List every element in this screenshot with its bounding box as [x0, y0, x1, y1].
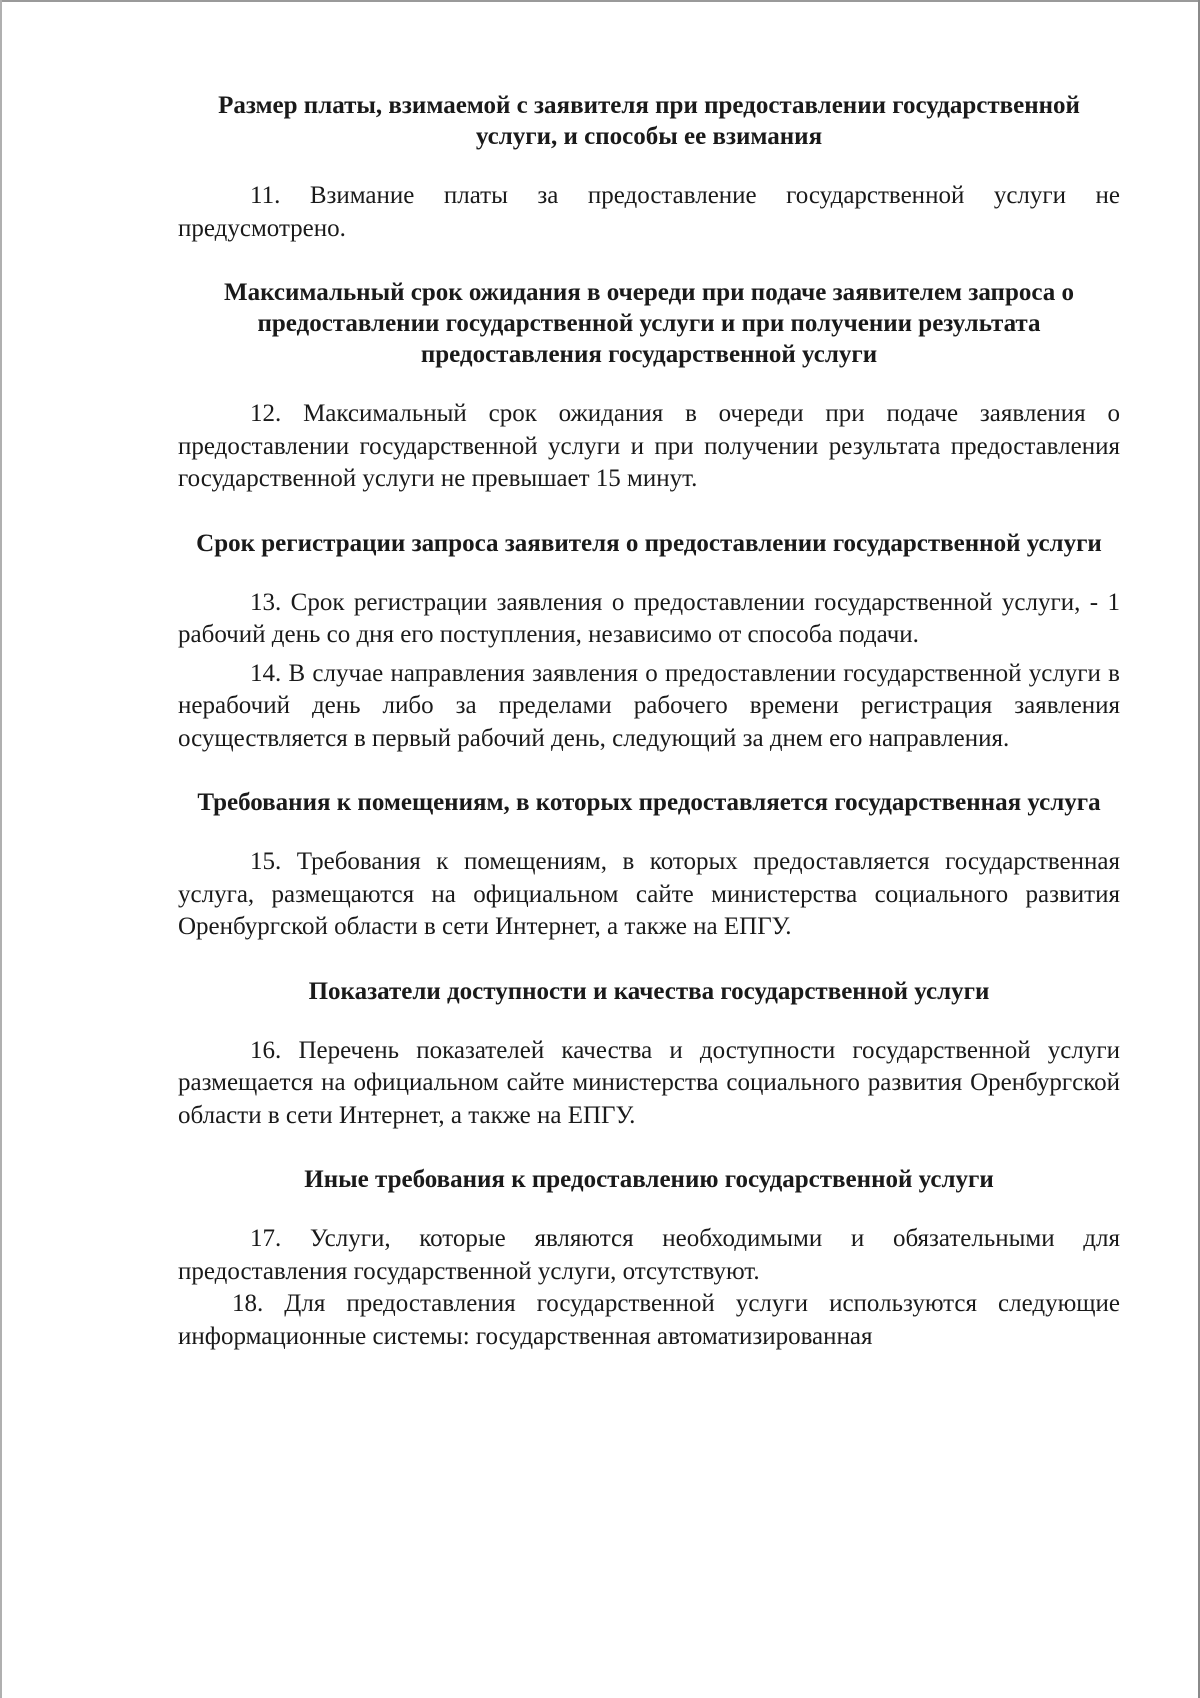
section-heading-other: Иные требования к предоставлению государственной услуги: [304, 1166, 994, 1193]
section-heading-queue-time: Максимальный срок ожидания в очереди при подаче заявителем запроса о предоставлении государственной услуги и при получении результата предоставления государственной услуги: [223, 279, 1074, 368]
paragraph-18: 18. Для предоставления государственной услуги используются следующие информационные системы: государственная автоматизированная: [178, 1290, 1120, 1350]
section-heading-quality: Показатели доступности и качества государственной услуги: [308, 977, 990, 1005]
section-heading-premises: Требования к помещениям, в которых предоставляется государственная услуга: [197, 789, 1101, 816]
page-edge-top: [0, 0, 1200, 2]
section-heading-fee: Размер платы, взимаемой с заявителя при предоставлении государственной услуги, и способы ее взимания: [218, 92, 1080, 150]
page-edge-left: [0, 0, 2, 1698]
paragraph-12: 12. Максимальный срок ожидания в очереди при подаче заявления о предоставлении государственной услуги и при получении результата предоставления государственной услуги не превышает 15 минут.: [178, 400, 1120, 492]
paragraph-13: 13. Срок регистрации заявления о предоставлении государственной услуги, - 1 рабочий день со дня его поступления, независимо от способа подачи.: [178, 588, 1120, 648]
paragraph-16: 16. Перечень показателей качества и доступности государственной услуги размещается на официальном сайте министерства социального развития Оренбургской области в сети Интернет, а также на ЕПГУ.: [178, 1036, 1120, 1129]
paragraph-14: 14. В случае направления заявления о предоставлении государственной услуги в нерабочий день либо за пределами рабочего времени регистрация заявления осуществляется в первый рабочий день, следующий за днем его направления.: [178, 659, 1120, 752]
paragraph-17: 17. Услуги, которые являются необходимыми и обязательными для предоставления государственной услуги, отсутствуют.: [178, 1225, 1120, 1285]
paragraph-15: 15. Требования к помещениям, в которых предоставляется государственная услуга, размещаются на официальном сайте министерства социального развития Оренбургской области в сети Интернет, а также на ЕПГУ.: [178, 848, 1120, 940]
paragraph-11: 11. Взимание платы за предоставление государственной услуги не предусмотрено.: [178, 182, 1120, 242]
document-body: [178, 90, 1120, 1353]
section-heading-registration: Срок регистрации запроса заявителя о предоставлении государственной услуги: [196, 529, 1102, 557]
